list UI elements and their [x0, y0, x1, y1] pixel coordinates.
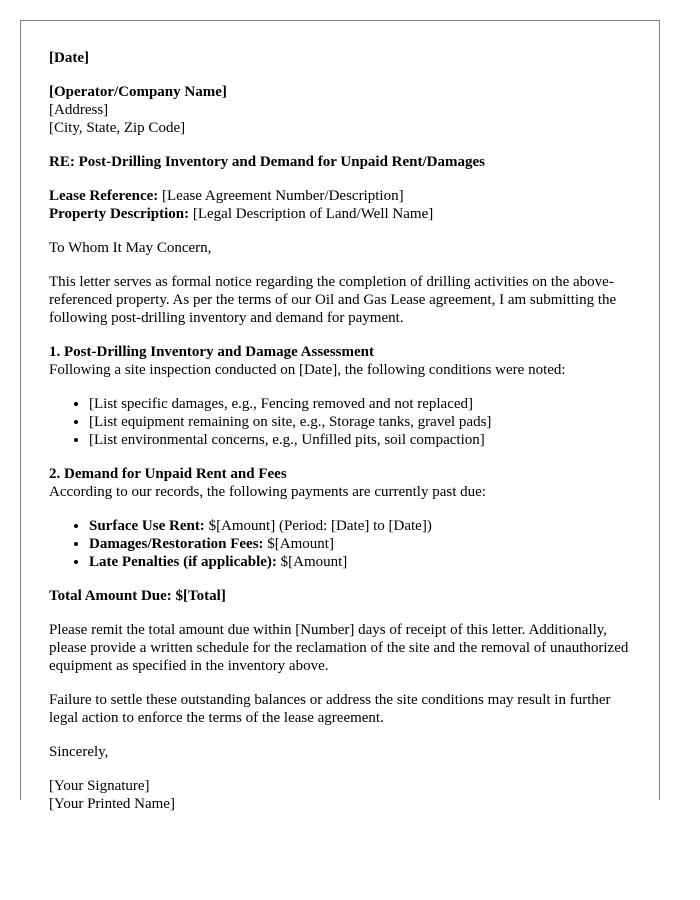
section1-text: Following a site inspection conducted on [Date], the following conditions were noted:	[49, 362, 566, 378]
signature-line: [Your Signature]	[49, 778, 150, 794]
section-demand	[49, 465, 634, 571]
property-description	[49, 205, 634, 223]
inventory-item: • [List equipment remaining on site, e.g., Storage tanks, gravel pads]	[89, 413, 634, 431]
lease-reference-label: Lease Reference:	[49, 188, 159, 204]
payment-list	[49, 517, 634, 571]
section2-heading: 2. Demand for Unpaid Rent and Fees	[49, 466, 287, 482]
property-description-value: [Legal Description of Land/Well Name]	[189, 206, 434, 222]
payment-item-label: Damages/Restoration Fees:	[89, 536, 264, 552]
payment-item-value: $[Amount]	[263, 536, 334, 552]
inventory-list	[49, 395, 634, 449]
printed-name-line: [Your Printed Name]	[49, 796, 175, 812]
letter-body	[49, 49, 634, 813]
recipient-city: [City, State, Zip Code]	[49, 120, 186, 136]
inventory-item: • [List environmental concerns, e.g., Unfilled pits, soil compaction]	[89, 431, 634, 449]
payment-item	[89, 553, 634, 571]
total-amount-due: Total Amount Due: $[Total]	[49, 588, 226, 604]
section-inventory	[49, 343, 634, 449]
remit-paragraph: Please remit the total amount due within [Number] days of receipt of this letter. Additionally, please provide a written schedule for the reclamation of the site and the removal of unauthorized equipment as specified in the inventory above.	[49, 622, 629, 674]
payment-item	[89, 535, 634, 553]
lease-details	[49, 187, 634, 223]
failure-paragraph: Failure to settle these outstanding balances or address the site conditions may result in further legal action to enforce the terms of the lease agreement.	[49, 692, 611, 726]
section1-heading: 1. Post-Drilling Inventory and Damage Assessment	[49, 344, 374, 360]
letter-date: [Date]	[49, 50, 89, 66]
lease-reference-value: [Lease Agreement Number/Description]	[158, 188, 404, 204]
closing: Sincerely,	[49, 744, 109, 760]
section2-text: According to our records, the following payments are currently past due:	[49, 484, 486, 500]
recipient-block	[49, 83, 634, 137]
recipient-company: [Operator/Company Name]	[49, 84, 227, 100]
salutation: To Whom It May Concern,	[49, 240, 212, 256]
property-description-label: Property Description:	[49, 206, 190, 222]
re-line: RE: Post-Drilling Inventory and Demand for Unpaid Rent/Damages	[49, 154, 485, 170]
recipient-address: [Address]	[49, 102, 109, 118]
payment-item-value: $[Amount] (Period: [Date] to [Date])	[204, 518, 432, 534]
lease-reference	[49, 187, 634, 205]
payment-item-label: Late Penalties (if applicable):	[89, 554, 277, 570]
inventory-item: • [List specific damages, e.g., Fencing removed and not replaced]	[89, 395, 634, 413]
payment-item-value: $[Amount]	[276, 554, 348, 570]
intro-paragraph: This letter serves as formal notice regarding the completion of drilling activities on the above-referenced property. As per the terms of our Oil and Gas Lease agreement, I am submitting the following post-drilling inventory and demand for payment.	[49, 274, 617, 326]
letter-page	[20, 20, 660, 812]
payment-item	[89, 517, 634, 535]
payment-item-label: Surface Use Rent:	[89, 518, 205, 534]
